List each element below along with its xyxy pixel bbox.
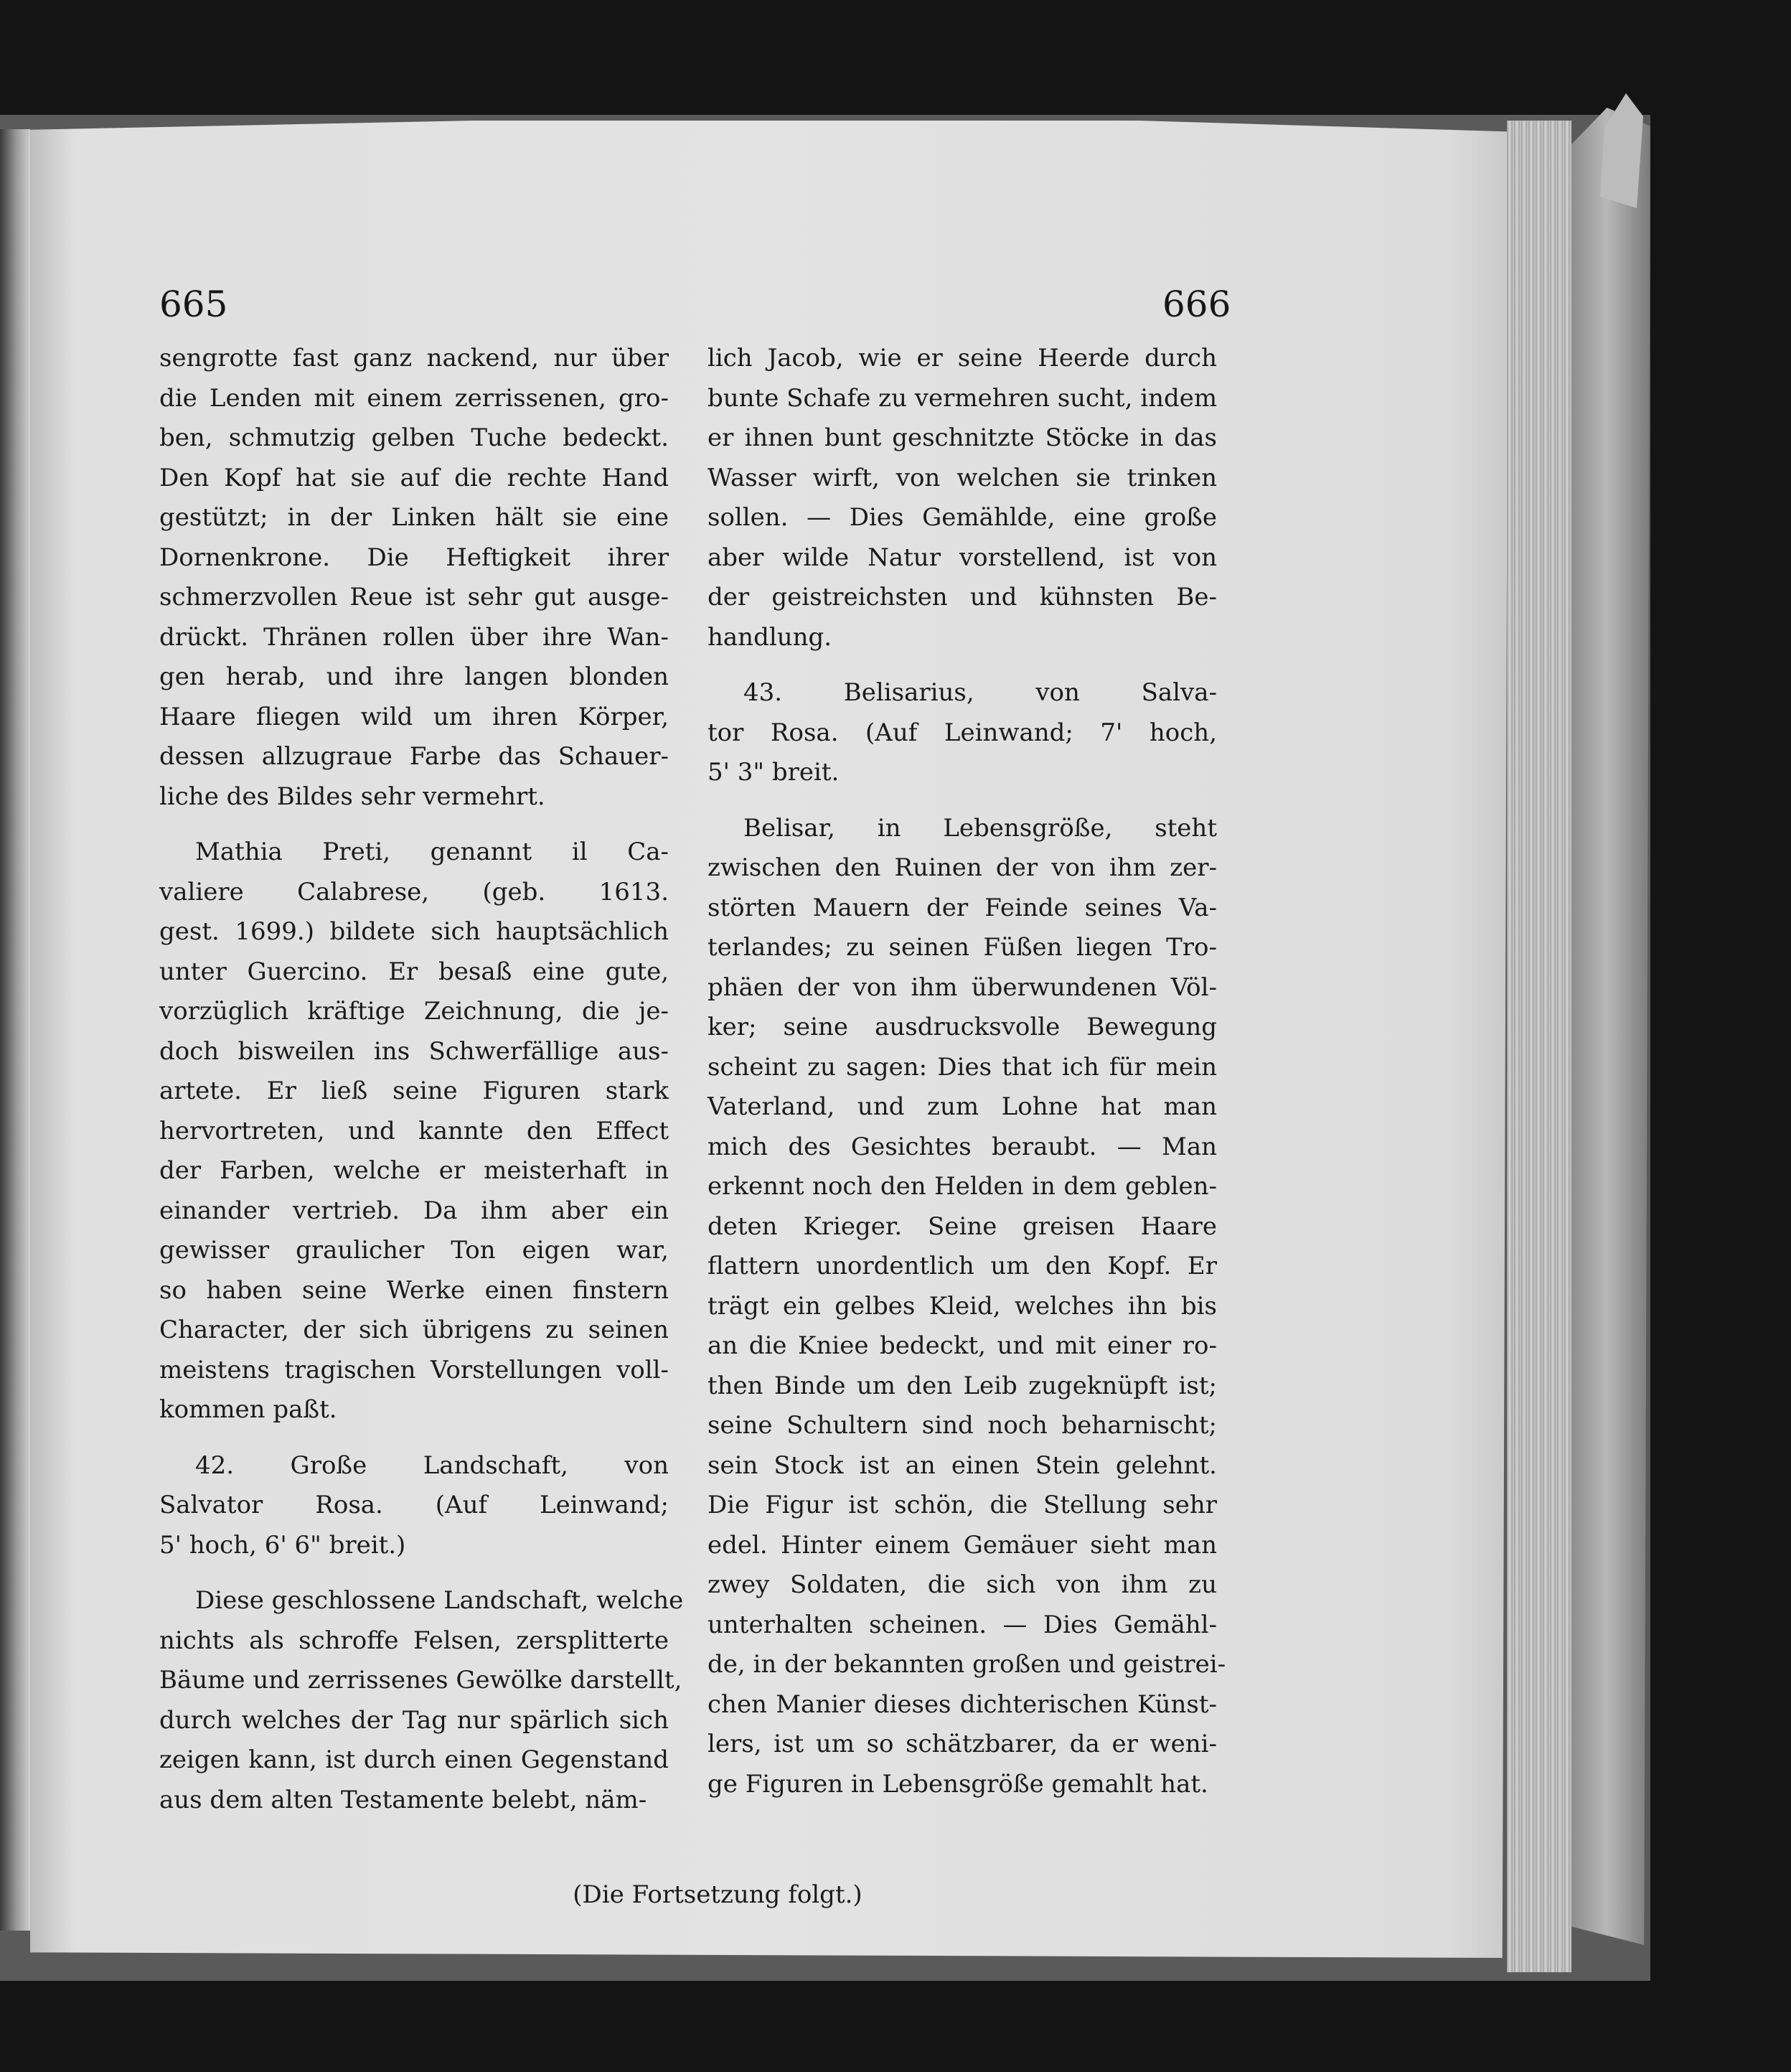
text-line: then Binde um den Leib zugeknüpft ist; (708, 1371, 1217, 1400)
text-line: drückt. Thränen rollen über ihre Wan- (159, 622, 669, 652)
text-line: unter Guercino. Er besaß eine gute, (159, 957, 669, 986)
text-line: kommen paßt. (159, 1395, 337, 1424)
text-line: deten Krieger. Seine greisen Haare (708, 1211, 1217, 1241)
text-line: unterhalten scheinen. — Dies Gemähl- (708, 1610, 1217, 1639)
text-line: aber wilde Natur vorstellend, ist von (708, 543, 1217, 572)
text-line: handlung. (708, 622, 832, 652)
text-line: bunte Schafe zu vermehren sucht, indem (708, 383, 1218, 413)
text-line: Dornenkrone. Die Heftigkeit ihrer (159, 543, 669, 572)
text-line: valiere Calabrese, (geb. 1613. (159, 877, 669, 906)
text-line: 5' hoch, 6' 6" breit.) (159, 1530, 406, 1560)
page-number-right: 666 (1162, 283, 1231, 325)
page-stack-edge (1507, 121, 1571, 1972)
text-line: tor Rosa. (Auf Leinwand; 7' hoch, (708, 718, 1217, 747)
text-line: der geistreichsten und kühnsten Be- (708, 583, 1217, 611)
text-line: Belisar, in Lebensgröße, steht (743, 813, 1217, 843)
text-line: der Farben, welche er meisterhaft in (159, 1156, 669, 1185)
text-line: phäen der von ihm überwundenen Völ- (708, 972, 1217, 1002)
text-line: liche des Bildes sehr vermehrt. (159, 782, 545, 811)
text-line: flattern unordentlich um den Kopf. Er (708, 1252, 1217, 1280)
text-line: störten Mauern der Feinde seines Va- (708, 893, 1217, 922)
text-line: Die Figur ist schön, die Stellung sehr (708, 1491, 1217, 1519)
text-line: Diese geschlossene Landschaft, welche (195, 1586, 684, 1615)
text-line: Haare fliegen wild um ihren Körper, (159, 702, 669, 731)
text-line: so haben seine Werke einen finstern (159, 1275, 669, 1305)
text-line: hervortreten, und kannte den Effect (159, 1116, 669, 1145)
text-line: 43. Belisarius, von Salva- (743, 678, 1217, 707)
text-line: ben, schmutzig gelben Tuche bedeckt. (159, 423, 669, 452)
text-line: edel. Hinter einem Gemäuer sieht man (708, 1530, 1217, 1560)
text-line: sengrotte fast ganz nackend, nur über (159, 344, 669, 372)
text-line: vorzüglich kräftige Zeichnung, die je- (159, 997, 669, 1026)
continuation-note: (Die Fortsetzung folgt.) (573, 1880, 862, 1909)
paragraph-gap (159, 1565, 669, 1581)
text-line: nichts als schroffe Felsen, zersplitterte (159, 1626, 669, 1655)
text-line: Mathia Preti, genannt il Ca- (195, 838, 669, 866)
text-line: meistens tragischen Vorstellungen voll- (159, 1355, 669, 1384)
text-line: 42. Große Landschaft, von (195, 1450, 669, 1480)
right-text-column (708, 339, 1226, 1804)
text-line: lich Jacob, wie er seine Heerde durch (708, 344, 1217, 372)
text-line: de, in der bekannten großen und geistrei- (708, 1650, 1226, 1679)
text-line: lers, ist um so schätzbarer, da er weni- (708, 1730, 1217, 1758)
text-line: sein Stock ist an einen Stein gelehnt. (708, 1450, 1217, 1480)
text-line: einander vertrieb. Da ihm aber ein (159, 1196, 669, 1225)
text-line: ker; seine ausdrucksvolle Bewegung (708, 1013, 1217, 1041)
text-line: gestützt; in der Linken hält sie eine (159, 503, 669, 532)
text-line: mich des Gesichtes beraubt. — Man (708, 1132, 1217, 1161)
text-line: zeigen kann, ist durch einen Gegenstand (159, 1745, 669, 1774)
text-line: sollen. — Dies Gemählde, eine große (708, 503, 1217, 532)
text-line: er ihnen bunt geschnitzte Stöcke in das (708, 423, 1217, 452)
text-line: dessen allzugraue Farbe das Schauer- (159, 742, 669, 771)
text-line: gewisser graulicher Ton eigen war, (159, 1236, 669, 1265)
page-number-left: 665 (159, 283, 228, 325)
text-line: doch bisweilen ins Schwerfällige aus- (159, 1036, 669, 1066)
paragraph-gap (159, 817, 669, 833)
text-line: aus dem alten Testamente belebt, näm- (159, 1785, 647, 1814)
paragraph-gap (159, 1430, 669, 1446)
text-line: ge Figuren in Lebensgröße gemahlt hat. (708, 1769, 1208, 1799)
text-line: trägt ein gelbes Kleid, welches ihn bis (708, 1291, 1217, 1321)
text-line: zwischen den Ruinen der von ihm zer- (708, 853, 1217, 882)
text-line: 5' 3" breit. (708, 758, 840, 787)
text-line: gen herab, und ihre langen blonden (159, 662, 669, 691)
text-line: Bäume und zerrissenes Gewölke darstellt, (159, 1666, 682, 1694)
paragraph-gap (708, 793, 1217, 809)
text-line: scheint zu sagen: Dies that ich für mein (708, 1052, 1217, 1082)
text-line: seine Schultern sind noch beharnischt; (708, 1411, 1217, 1440)
left-text-column (159, 339, 684, 1820)
text-line: an die Kniee bedeckt, und mit einer ro- (708, 1331, 1217, 1360)
text-line: Wasser wirft, von welchen sie trinken (708, 463, 1217, 492)
text-line: terlandes; zu seinen Füßen liegen Tro- (708, 933, 1217, 962)
text-line: schmerzvollen Reue ist sehr gut ausge- (159, 583, 669, 611)
text-line: Vaterland, und zum Lohne hat man (708, 1092, 1217, 1121)
text-line: artete. Er ließ seine Figuren stark (159, 1077, 669, 1105)
text-line: Salvator Rosa. (Auf Leinwand; (159, 1491, 669, 1519)
text-line: durch welches der Tag nur spärlich sich (159, 1705, 669, 1735)
text-line: chen Manier dieses dichterischen Künst- (708, 1689, 1217, 1719)
left-page-edge (0, 129, 30, 1931)
text-line: Character, der sich übrigens zu seinen (159, 1316, 669, 1344)
text-line: die Lenden mit einem zerrissenen, gro- (159, 383, 669, 413)
text-line: zwey Soldaten, die sich von ihm zu (708, 1570, 1217, 1599)
text-line: gest. 1699.) bildete sich hauptsächlich (159, 917, 669, 946)
text-line: erkennt noch den Helden in dem geblen- (708, 1172, 1217, 1201)
paragraph-gap (708, 657, 1217, 673)
text-line: Den Kopf hat sie auf die rechte Hand (159, 463, 669, 492)
book-cover-edge (1571, 108, 1650, 1945)
